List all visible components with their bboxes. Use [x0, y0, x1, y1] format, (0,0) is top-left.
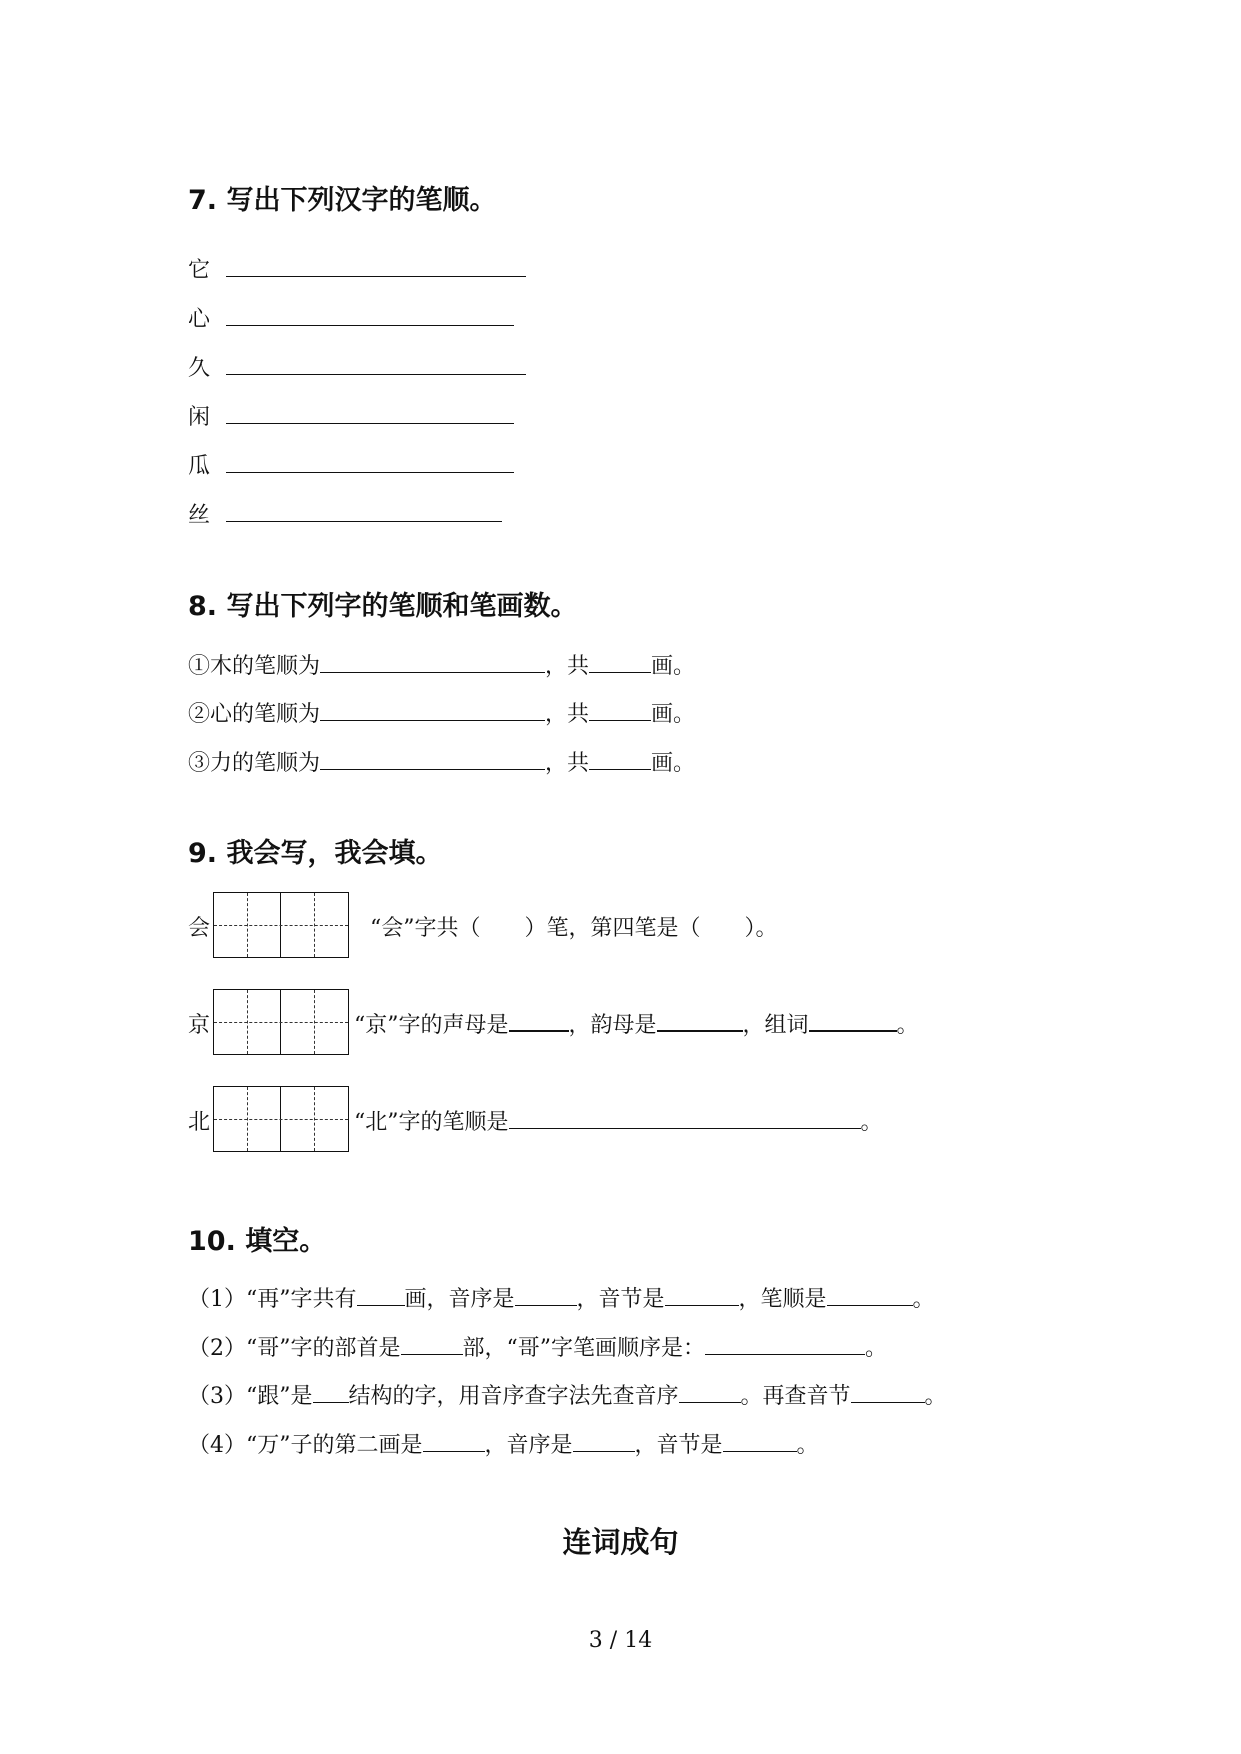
- q10-text: 。: [796, 1433, 819, 1458]
- answer-blank[interactable]: [226, 356, 526, 375]
- q8-suffix: 画。: [651, 751, 696, 776]
- q9-question: “会”字共（ ）笔，第四笔是（ ）。: [370, 916, 778, 941]
- q9-title: 9. 我会写，我会填。: [188, 838, 443, 869]
- q10-text: （4）“万”子的第二画是: [188, 1433, 423, 1458]
- q9-question: [354, 1105, 883, 1136]
- q10-item-1: [188, 1282, 935, 1313]
- q7-char: 丝: [188, 503, 211, 528]
- q7-char: 心: [188, 307, 211, 332]
- q8-item-2: [188, 697, 695, 728]
- q10-item-2: [188, 1331, 887, 1362]
- q8-mid: ，共: [545, 702, 590, 727]
- answer-blank[interactable]: [226, 503, 502, 522]
- q7-item-1: [188, 253, 526, 284]
- answer-blank[interactable]: [589, 702, 651, 721]
- answer-blank[interactable]: [589, 654, 651, 673]
- q10-text: 部，“哥”字笔画顺序是：: [462, 1336, 705, 1361]
- q9-char: 会: [188, 916, 211, 941]
- q9-text: 。: [860, 1110, 883, 1135]
- answer-blank[interactable]: [573, 1433, 635, 1452]
- q9-char: 京: [188, 1013, 211, 1038]
- answer-blank[interactable]: [226, 307, 514, 326]
- answer-blank[interactable]: [589, 751, 651, 770]
- q7-char: 闲: [188, 405, 211, 430]
- tianzige-grid[interactable]: [213, 989, 349, 1055]
- q10-item-3: [188, 1379, 947, 1410]
- q10-text: （2）“哥”字的部首是: [188, 1336, 401, 1361]
- q10-text: 。: [865, 1336, 888, 1361]
- answer-blank[interactable]: [515, 1287, 577, 1306]
- q9-question: [354, 1008, 919, 1039]
- q7-item-6: [188, 498, 502, 529]
- q7-item-2: [188, 302, 514, 333]
- q9-text: ，韵母是: [568, 1013, 657, 1038]
- q7-item-3: [188, 351, 526, 382]
- q8-suffix: 画。: [651, 654, 696, 679]
- q8-mid: ，共: [545, 751, 590, 776]
- q8-prefix: ②心的笔顺为: [188, 702, 321, 727]
- q8-prefix: ①木的笔顺为: [188, 654, 321, 679]
- answer-blank[interactable]: [226, 454, 514, 473]
- answer-blank[interactable]: [679, 1384, 741, 1403]
- q10-text: （1）“再”字共有: [188, 1287, 357, 1312]
- section-title: 连词成句: [562, 1525, 679, 1559]
- q7-char: 它: [188, 258, 211, 283]
- answer-blank[interactable]: [226, 258, 526, 277]
- answer-blank[interactable]: [226, 405, 514, 424]
- answer-blank[interactable]: [827, 1287, 913, 1306]
- answer-blank[interactable]: [320, 751, 545, 770]
- q9-text: “京”字的声母是: [354, 1013, 509, 1038]
- q10-text: ，音节是: [634, 1433, 723, 1458]
- q10-text: 。: [924, 1384, 947, 1409]
- q7-title: 7. 写出下列汉字的笔顺。: [188, 185, 497, 216]
- tianzige-grid[interactable]: [213, 1086, 349, 1152]
- q8-item-3: [188, 746, 695, 777]
- answer-blank[interactable]: [657, 1012, 743, 1032]
- page-number: 3 / 14: [588, 1628, 653, 1653]
- q8-suffix: 画。: [651, 702, 696, 727]
- q8-item-1: [188, 649, 695, 680]
- q10-text: 画，音序是: [404, 1287, 515, 1312]
- answer-blank[interactable]: [320, 702, 545, 721]
- answer-blank[interactable]: [401, 1336, 463, 1355]
- answer-blank[interactable]: [665, 1287, 739, 1306]
- q10-text: 。: [912, 1287, 935, 1312]
- q10-text: ，音节是: [576, 1287, 665, 1312]
- q10-text: ，笔顺是: [738, 1287, 827, 1312]
- answer-blank[interactable]: [509, 1012, 569, 1032]
- answer-blank[interactable]: [320, 654, 545, 673]
- answer-blank[interactable]: [723, 1433, 797, 1452]
- q9-char: 北: [188, 1110, 211, 1135]
- answer-blank[interactable]: [509, 1110, 861, 1129]
- q8-prefix: ③力的笔顺为: [188, 751, 321, 776]
- tianzige-grid[interactable]: [213, 892, 349, 958]
- q7-item-4: [188, 400, 514, 431]
- q9-text: 。: [896, 1013, 919, 1038]
- q10-item-4: [188, 1428, 819, 1459]
- answer-blank[interactable]: [357, 1287, 405, 1306]
- answer-blank[interactable]: [705, 1336, 865, 1355]
- q7-char: 瓜: [188, 454, 211, 479]
- q8-mid: ，共: [545, 654, 590, 679]
- q7-item-5: [188, 449, 514, 480]
- answer-blank[interactable]: [313, 1384, 349, 1403]
- q9-text: “北”字的笔顺是: [354, 1110, 509, 1135]
- q10-text: （3）“跟”是: [188, 1384, 313, 1409]
- q8-title: 8. 写出下列字的笔顺和笔画数。: [188, 591, 578, 622]
- q9-text: ，组词: [742, 1013, 809, 1038]
- q7-char: 久: [188, 356, 211, 381]
- answer-blank[interactable]: [809, 1012, 897, 1032]
- q10-title: 10. 填空。: [188, 1226, 327, 1257]
- q10-text: ，音序是: [484, 1433, 573, 1458]
- answer-blank[interactable]: [851, 1384, 925, 1403]
- q10-text: 结构的字，用音序查字法先查音序: [348, 1384, 679, 1409]
- q10-text: 。再查音节: [740, 1384, 851, 1409]
- answer-blank[interactable]: [423, 1433, 485, 1452]
